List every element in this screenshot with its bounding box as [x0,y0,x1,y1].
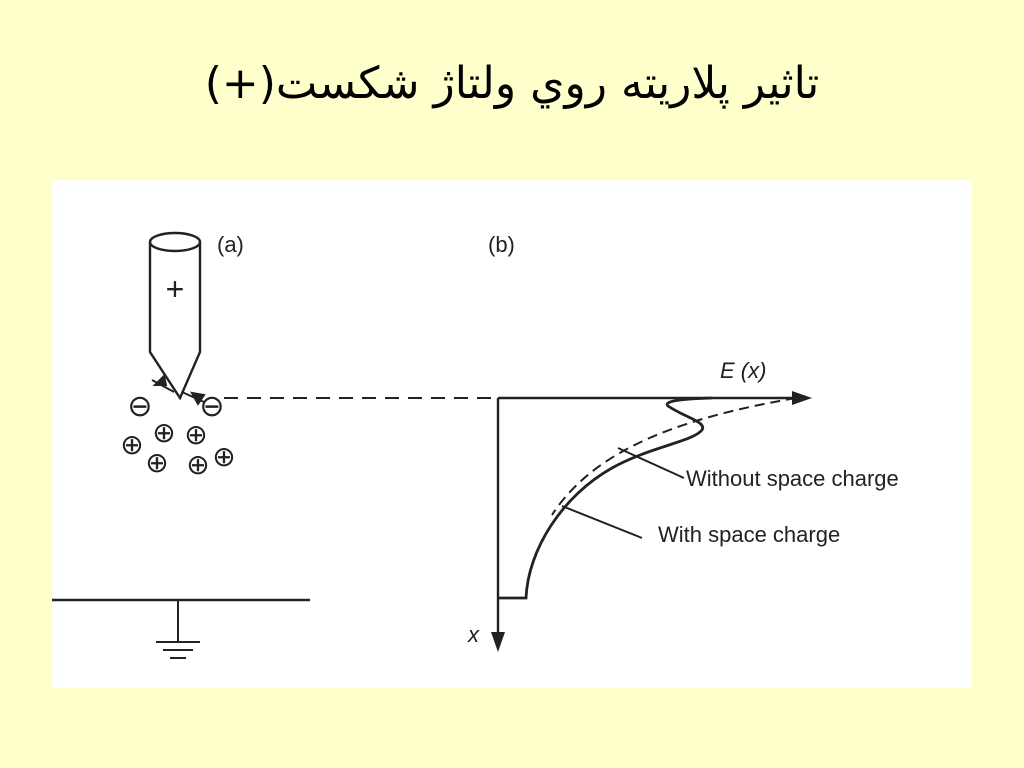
positive-ion-4: ⊕ [145,447,169,478]
negative-ion-1: ⊖ [127,390,153,423]
polarity-diagram [52,180,972,688]
figure-panel [52,180,972,688]
without-space-charge-label: Without space charge [686,466,899,491]
x-axis-label: x [468,622,479,647]
panel-b-label: (b) [488,232,515,257]
curve-without-space-charge [552,398,796,515]
x-axis-arrow-icon [491,632,505,652]
positive-ion-3: ⊕ [120,429,144,460]
positive-ion-2: ⊕ [184,419,208,450]
panel-a-label: (a) [217,232,244,257]
positive-ions [120,417,235,480]
negative-ions [127,390,224,423]
curve-with-space-charge [498,398,712,598]
ion-attraction-arrows [152,376,204,404]
with-space-charge-leader [562,506,642,538]
negative-ion-2: ⊖ [199,390,225,423]
positive-ion-6: ⊕ [212,441,236,472]
slide-title: تاثیر پلاریته روي ولتاژ شکست(+) [204,58,820,109]
with-space-charge-label: With space charge [658,522,841,547]
point-electrode [150,233,200,398]
positive-ion-5: ⊕ [186,449,210,480]
positive-ion-1: ⊕ [152,417,176,448]
ground-icon [156,600,200,658]
electrode-sign: + [165,271,185,307]
e-axis-label: E (x) [720,358,767,383]
